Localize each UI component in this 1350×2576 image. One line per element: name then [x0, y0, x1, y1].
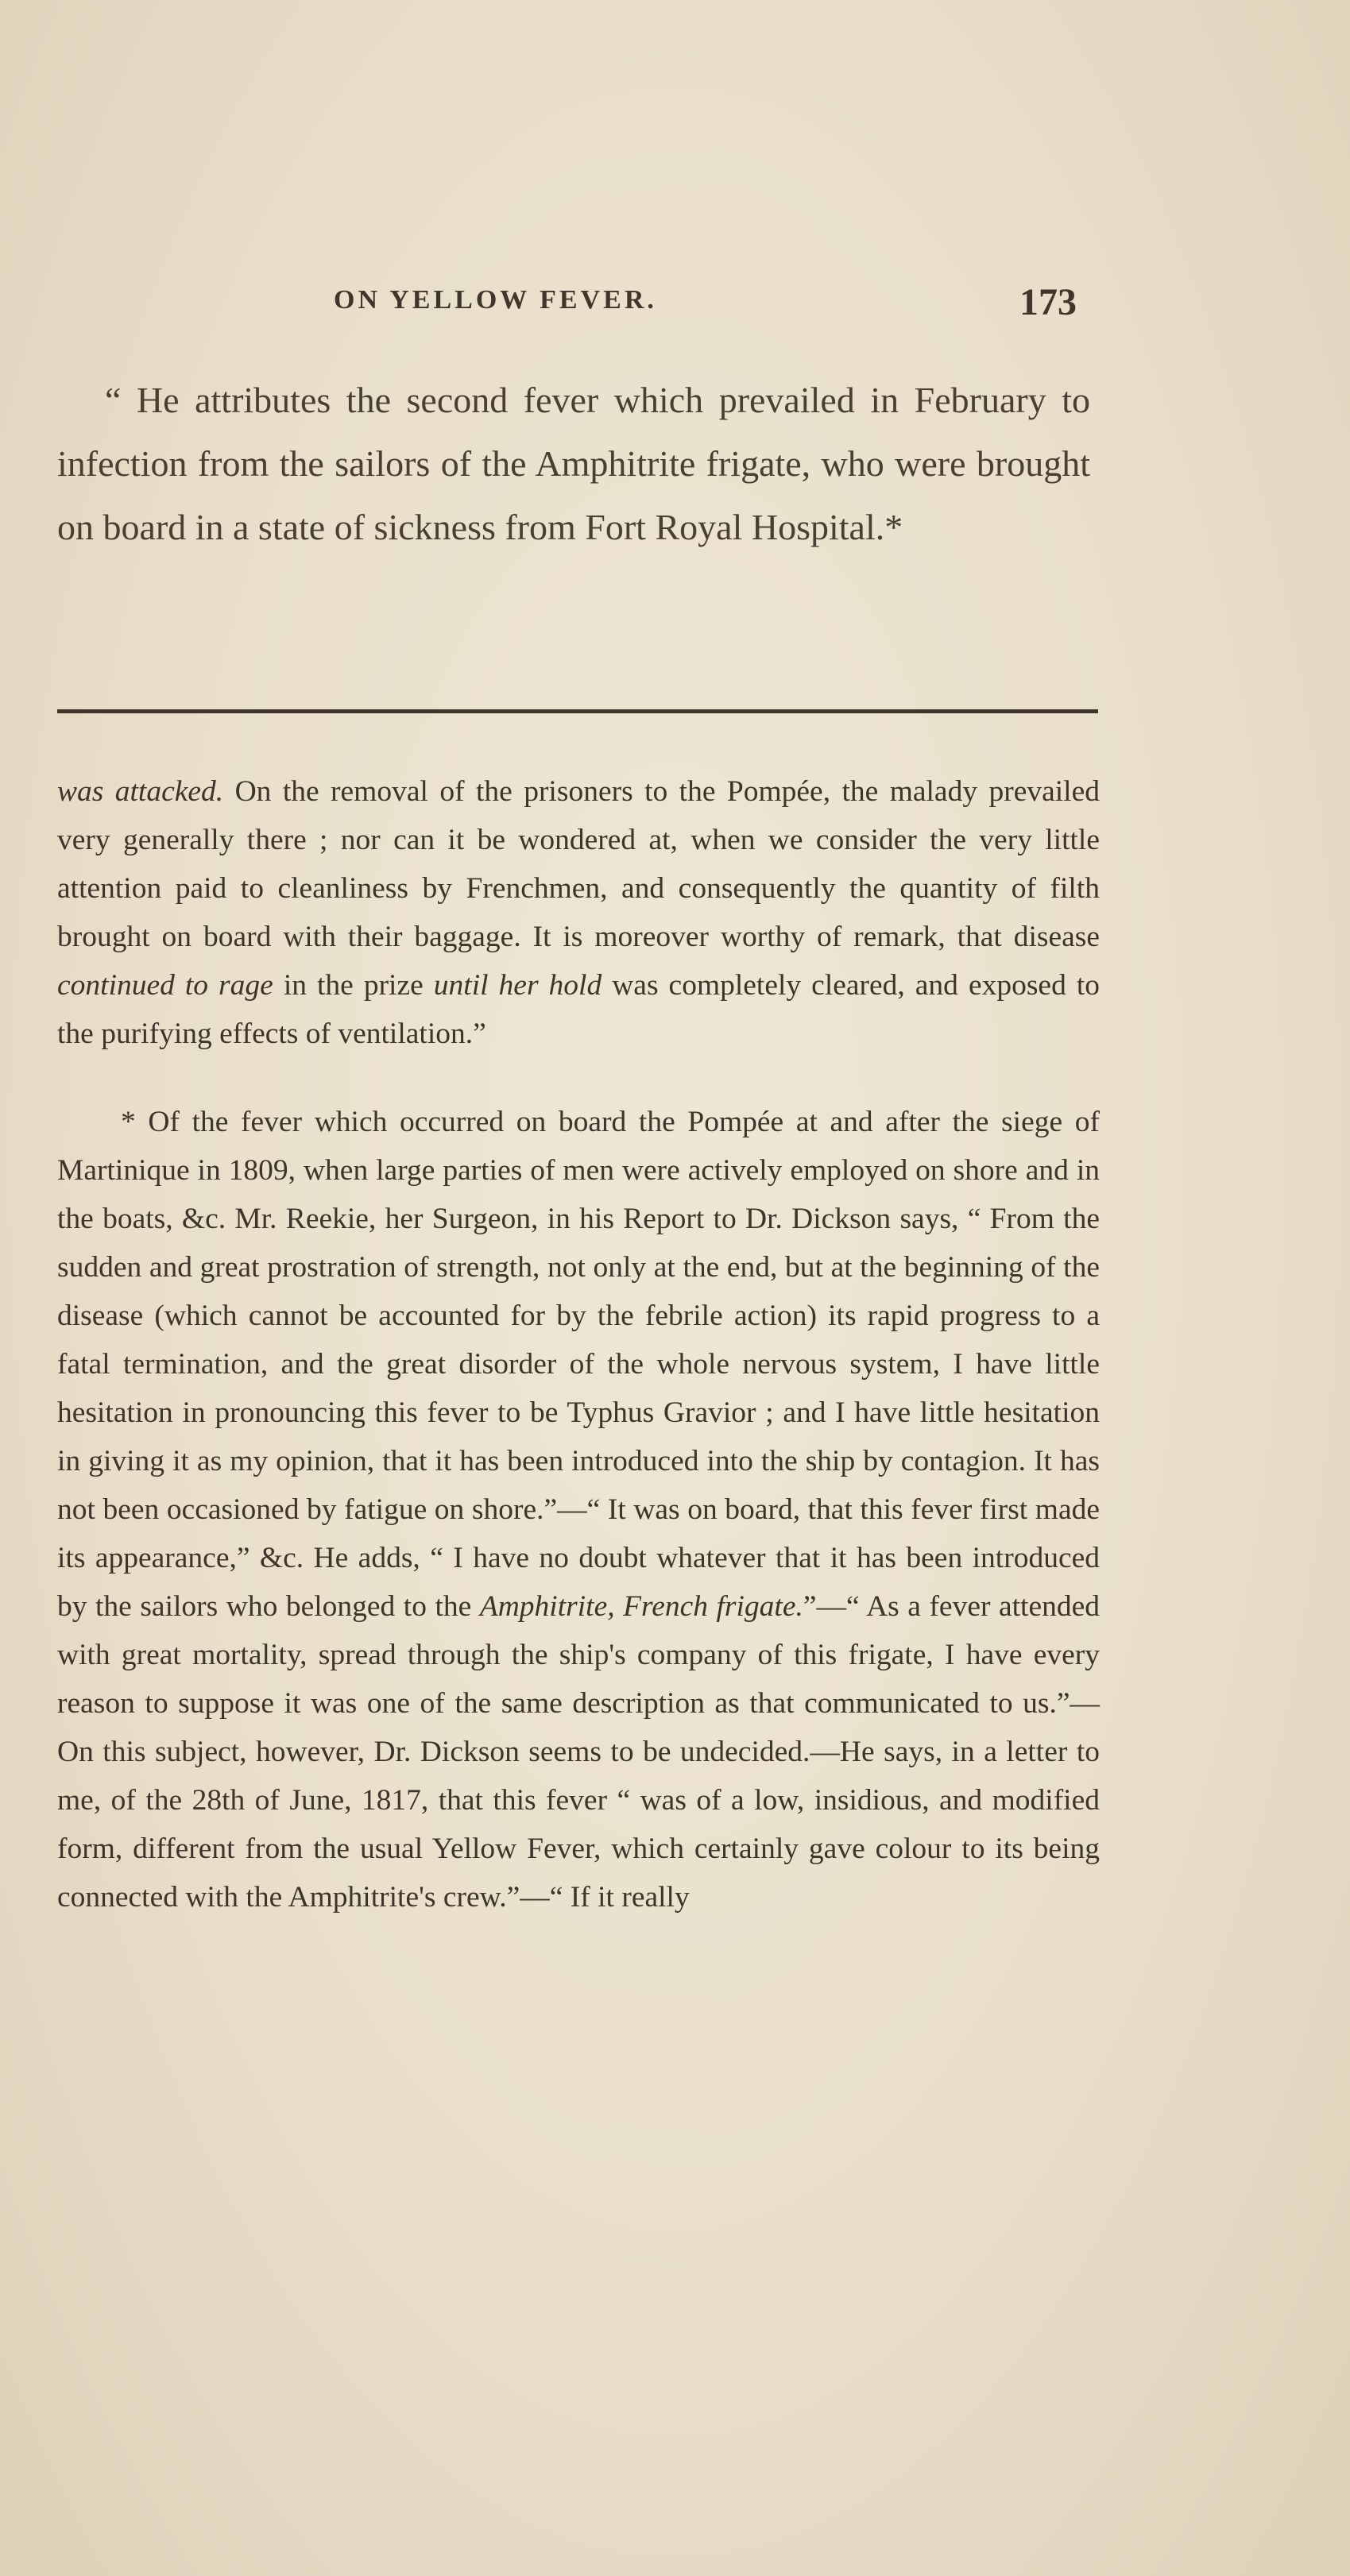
running-head: ON YELLOW FEVER. — [334, 285, 657, 315]
main-paragraph: “ He attributes the second fever which prevailed in February to infection from the sailors of the Amphitrite frigate, who were brought on board in a state of sickness from Fort Royal Hospital.* — [57, 380, 1090, 547]
footnote-text: ”—“ As a fever attended with great mortality, spread through the ship's company of this frigate, I have every reason to suppose it was one of the same description as that communicated to us.”—On this subject, however, Dr. Dickson seems to be undecided.—He says, in a letter to me, of the 28th of June, 1817, that this fever “ was of a low, insidious, and modified form, different from the usual Yellow Fever, which certainly gave colour to its being connected with the Amphitrite's crew.”—“ If it really — [57, 1590, 1100, 1914]
footnote-text: was completely cleared, and exposed to the purifying effects of ventilation.” — [57, 969, 1100, 1050]
footnote-italic: continued to rage — [57, 969, 273, 1002]
footnotes — [57, 767, 1100, 1921]
footnote-text: in the prize — [273, 969, 434, 1002]
footnote-italic: Amphitrite, French frigate. — [479, 1590, 803, 1623]
footnote-text: * Of the fever which occurred on board the Pompée at and after the siege of Martinique in 1809, when large parties of men were actively employed on shore and in the boats, &c. Mr. Reekie, her Surgeon, in his Report to Dr. Dickson says, “ From the sudden and great prostration of strength, not only at the end, but at the beginning of the disease (which cannot be accounted for by the febrile action) its rapid progress to a fatal termination, and the great disorder of the whole nervous system, I have little hesitation in pronouncing this fever to be Typhus Gravior ; and I have little hesitation in giving it as my opinion, that it has been introduced into the ship by contagion. It has not been occasioned by fatigue on shore.”—“ It was on board, that this fever first made its appearance,” &c. He adds, “ I have no doubt whatever that it has been introduced by the sailors who belonged to the — [57, 1106, 1100, 1623]
footnote-rule — [57, 709, 1098, 713]
footnote-new — [57, 1098, 1100, 1921]
footnote-italic: until her hold — [433, 969, 602, 1002]
page-number: 173 — [1019, 281, 1077, 323]
footnote-continued — [57, 767, 1100, 1058]
page-header — [314, 280, 1108, 328]
footnote-italic-lead: was attacked. — [57, 775, 224, 808]
main-text — [57, 369, 1090, 559]
footnote-text: On the removal of the prisoners to the Pompée, the malady prevailed very generally there ; nor can it be wondered at, when we consider the very little attention paid to cleanliness by Frenchmen, and consequently the quantity of filth brought on board with their baggage. It is moreover worthy of remark, that disease — [57, 775, 1100, 953]
